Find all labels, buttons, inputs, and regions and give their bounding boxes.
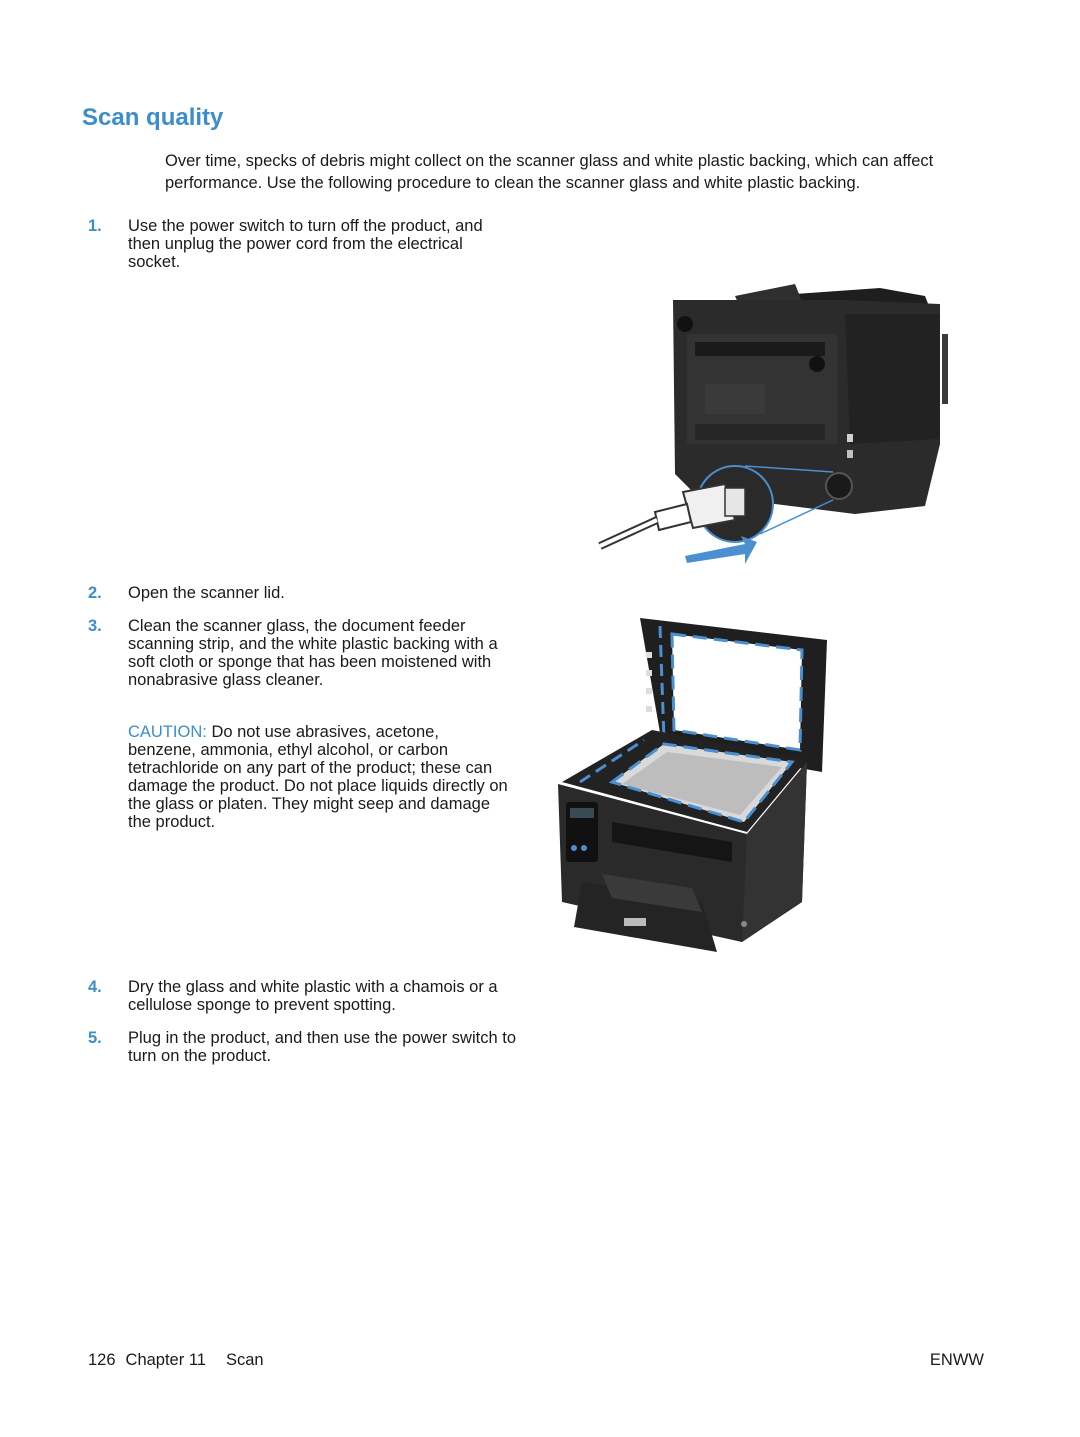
caution-note	[128, 723, 508, 831]
step-number: 4.	[88, 978, 102, 996]
step-text: Open the scanner lid.	[128, 584, 285, 602]
page-title: Scan quality	[82, 104, 224, 131]
section-label: Scan	[225, 1351, 264, 1369]
caution-text: Do not use abrasives, acetone, benzene, ammonia, ethyl alcohol, or carbon tetrachloride on any part of the product; these can damage the product. Do not place liquids directly on the glass or platen. They might seep and damage the product.	[128, 723, 508, 831]
step-text: Plug in the product, and then use the power switch to turn on the product.	[128, 1029, 516, 1065]
step-number: 5.	[88, 1029, 102, 1047]
step-text: Dry the glass and white plastic with a chamois or a cellulose sponge to prevent spotting.	[128, 978, 498, 1014]
chapter-label: Chapter 11	[125, 1351, 206, 1369]
intro-paragraph: Over time, specks of debris might collect on the scanner glass and white plastic backing, which can affect performance. Use the following procedure to clean the scanner glass and white plastic backing.	[165, 152, 934, 192]
step-text: Clean the scanner glass, the document feeder scanning strip, and the white plastic backing with a soft cloth or sponge that has been moistened with nonabrasive glass cleaner.	[128, 617, 498, 689]
page-footer-left	[88, 1351, 264, 1370]
step-text: Use the power switch to turn off the product, and then unplug the power cord from the electrical socket.	[128, 217, 483, 271]
step-number: 3.	[88, 617, 102, 635]
caution-label: CAUTION:	[128, 723, 207, 741]
printer-rear-unplug-illustration	[595, 274, 955, 569]
page-footer-right: ENWW	[929, 1351, 984, 1369]
open-scanner-lid-illustration	[552, 612, 837, 964]
step-number: 2.	[88, 584, 102, 602]
page-number: 126	[88, 1351, 116, 1369]
step-number: 1.	[88, 217, 102, 235]
